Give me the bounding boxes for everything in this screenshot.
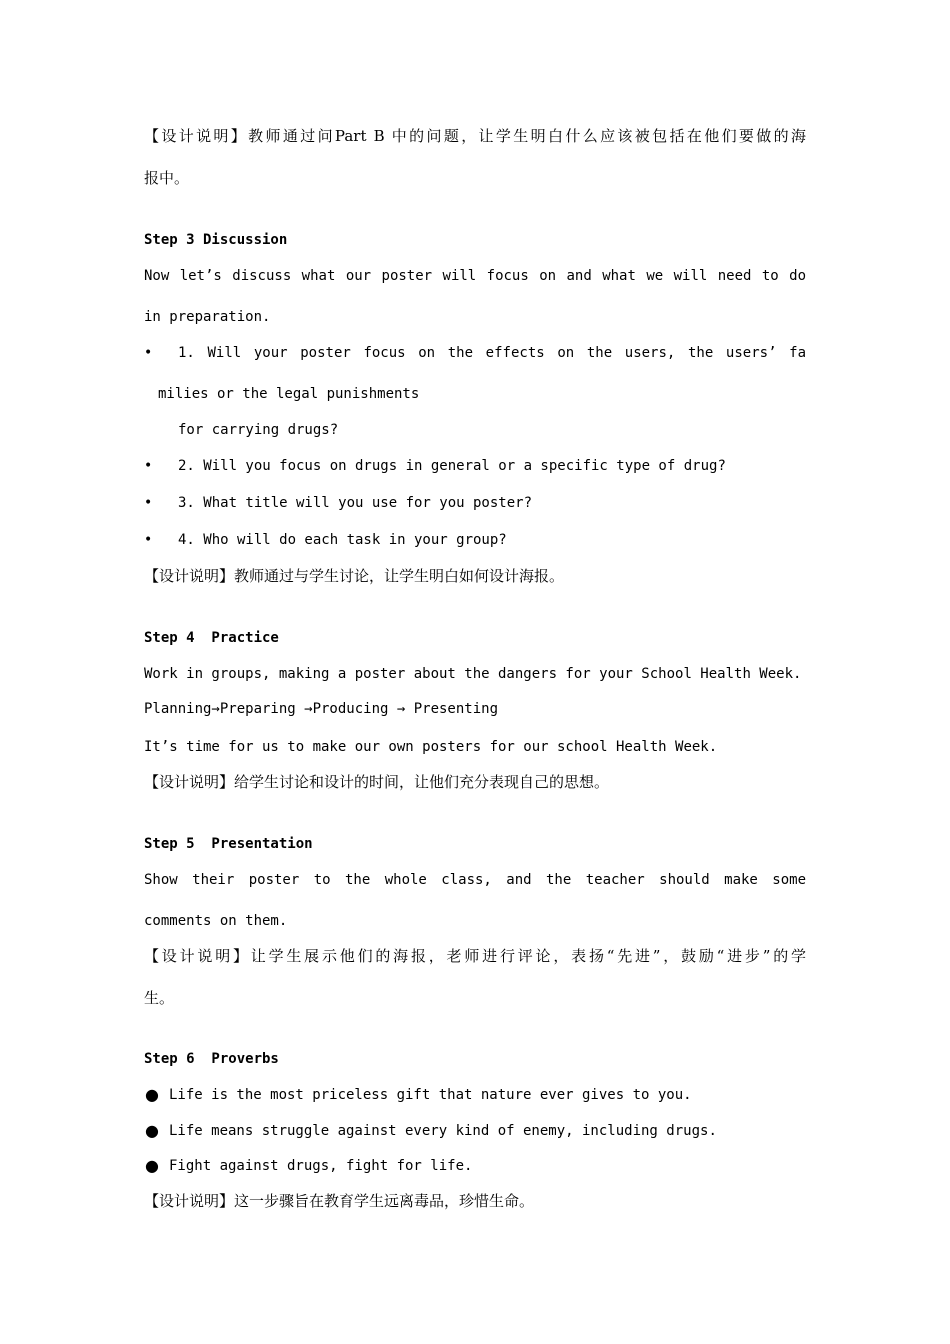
step3-intro-line1: Now let’s discuss what our poster will focus on and what we will need to do — [144, 268, 806, 284]
design-note-step2-line2: 报中。 — [144, 169, 190, 187]
bullet-dot-icon: ● — [145, 1156, 159, 1175]
step4-line3: It’s time for us to make our own posters for our school Health Week. — [144, 739, 718, 755]
proverb-3: Fight against drugs, fight for life. — [169, 1158, 473, 1174]
question-1-line3: for carrying drugs? — [178, 422, 339, 438]
question-3: 3. What title will you use for you poster? — [178, 495, 533, 511]
design-note-step4: 【设计说明】给学生讨论和设计的时间，让他们充分表现自己的思想。 — [144, 773, 610, 791]
proverb-1: Life is the most priceless gift that nature ever gives to you. — [169, 1087, 692, 1103]
design-note-step6: 【设计说明】这一步骤旨在教育学生远离毒品，珍惜生命。 — [144, 1192, 535, 1210]
question-2: 2. Will you focus on drugs in general or a specific type of drug? — [178, 458, 726, 474]
design-note-step3: 【设计说明】教师通过与学生讨论，让学生明白如何设计海报。 — [144, 567, 565, 585]
design-note-step5-line2: 生。 — [144, 989, 175, 1007]
step4-stages: Planning→Preparing →Producing → Presenting — [144, 701, 499, 717]
step4-heading: Step 4 Practice — [144, 630, 279, 646]
question-1-line2: milies or the legal punishments — [158, 386, 420, 402]
step5-heading: Step 5 Presentation — [144, 836, 313, 852]
question-4: 4. Who will do each task in your group? — [178, 532, 507, 548]
step6-heading: Step 6 Proverbs — [144, 1051, 279, 1067]
bullet-marker: • — [144, 345, 153, 361]
design-note-step2-line1: 【设计说明】教师通过问Part B 中的问题，让学生明白什么应该被包括在他们要做的海 — [144, 127, 806, 145]
question-1-line1: 1. Will your poster focus on the effects on the users, the users’ fa — [178, 345, 806, 361]
step3-heading: Step 3 Discussion — [144, 232, 288, 248]
bullet-dot-icon: ● — [145, 1121, 159, 1140]
bullet-marker: • — [144, 458, 153, 474]
step5-line2: comments on them. — [144, 913, 288, 929]
step5-line1: Show their poster to the whole class, and the teacher should make some — [144, 872, 806, 888]
step4-line1: Work in groups, making a poster about the dangers for your School Health Week. — [144, 666, 802, 682]
proverb-2: Life means struggle against every kind of enemy, including drugs. — [169, 1123, 717, 1139]
bullet-dot-icon: ● — [145, 1085, 159, 1104]
design-note-step5-line1: 【设计说明】让学生展示他们的海报，老师进行评论，表扬“先进”，鼓励“进步”的学 — [144, 947, 806, 965]
bullet-marker: • — [144, 532, 153, 548]
step3-intro-line2: in preparation. — [144, 309, 271, 325]
bullet-marker: • — [144, 495, 153, 511]
